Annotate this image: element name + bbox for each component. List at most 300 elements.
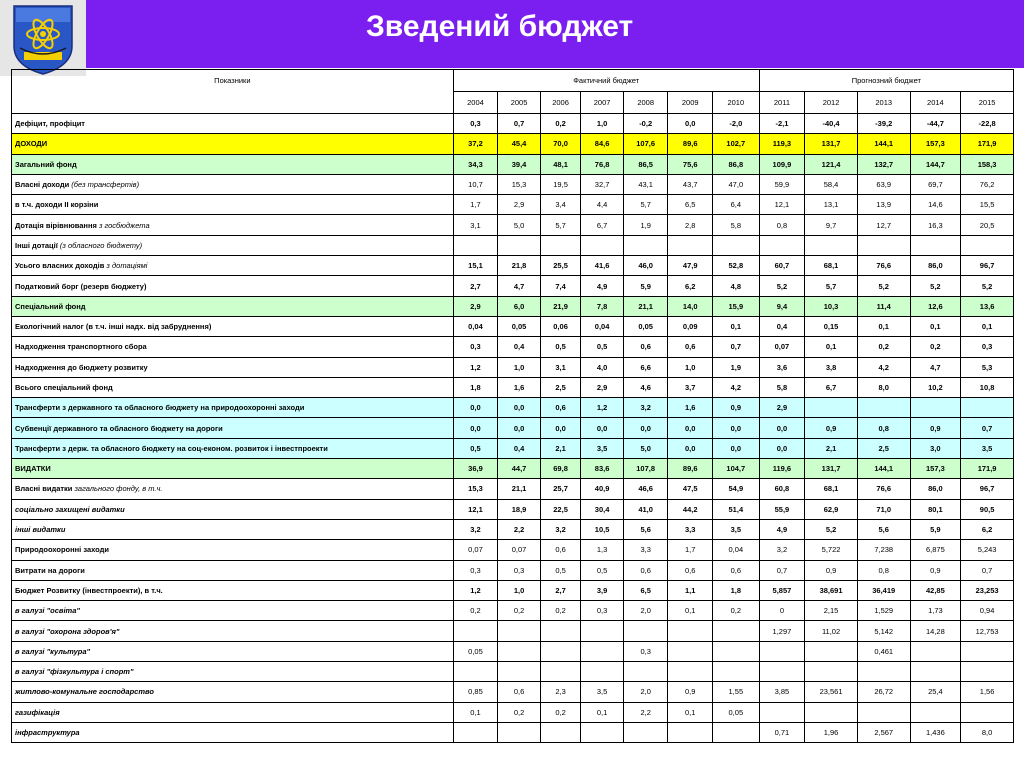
table-cell: 12,1 [453, 499, 498, 519]
table-cell [623, 621, 668, 641]
table-cell: 119,6 [759, 459, 805, 479]
table-cell: 45,4 [498, 134, 541, 154]
table-cell: -22,8 [961, 114, 1014, 134]
table-cell [910, 641, 961, 661]
table-cell: 9,4 [759, 296, 805, 316]
table-cell: 171,9 [961, 134, 1014, 154]
table-cell: 5,0 [498, 215, 541, 235]
row-label-text: Всього спеціальний фонд [15, 383, 113, 392]
table-cell [805, 702, 858, 722]
table-cell: 0 [759, 601, 805, 621]
table-cell: 55,9 [759, 499, 805, 519]
table-cell [498, 641, 541, 661]
table-cell: 52,8 [713, 256, 760, 276]
table-row [12, 499, 1014, 519]
table-cell: 3,0 [910, 438, 961, 458]
table-cell: 14,0 [668, 296, 713, 316]
table-cell: 6,7 [805, 377, 858, 397]
table-cell: 1,1 [668, 580, 713, 600]
row-label-text: житлово-комунальне господарство [15, 687, 154, 697]
row-label [12, 601, 454, 621]
year-header-2007: 2007 [581, 92, 624, 114]
table-cell: 0,5 [581, 337, 624, 357]
table-cell: 2,8 [668, 215, 713, 235]
year-header-2015: 2015 [961, 92, 1014, 114]
year-header-2014: 2014 [910, 92, 961, 114]
table-cell: 2,3 [540, 682, 581, 702]
table-cell: 5,2 [961, 276, 1014, 296]
table-cell: 6,7 [581, 215, 624, 235]
table-cell: 4,2 [857, 357, 910, 377]
table-cell: 3,2 [453, 519, 498, 539]
table-cell: 0,1 [453, 702, 498, 722]
table-cell: 0,2 [540, 114, 581, 134]
table-cell: -0,2 [623, 114, 668, 134]
table-cell: 43,7 [668, 174, 713, 194]
row-label [12, 337, 454, 357]
row-label-text: соціально захищені видатки [15, 504, 125, 514]
table-cell: 86,0 [910, 479, 961, 499]
table-cell: 0,2 [498, 601, 541, 621]
table-cell: 25,5 [540, 256, 581, 276]
table-cell: 0,05 [498, 316, 541, 336]
table-cell: 0,3 [581, 601, 624, 621]
row-label [12, 438, 454, 458]
table-cell: 2,7 [540, 580, 581, 600]
year-header-2011: 2011 [759, 92, 805, 114]
row-label-text: Дотація вірівнювання [15, 220, 97, 230]
table-cell: 59,9 [759, 174, 805, 194]
row-label [12, 316, 454, 336]
table-cell: 0,05 [453, 641, 498, 661]
table-cell: 0,2 [498, 702, 541, 722]
table-cell [668, 722, 713, 742]
row-label [12, 174, 454, 194]
table-cell: 5,142 [857, 621, 910, 641]
table-row [12, 235, 1014, 255]
table-row [12, 540, 1014, 560]
table-cell: 0,3 [453, 114, 498, 134]
table-cell: 36,419 [857, 580, 910, 600]
table-cell: 2,1 [805, 438, 858, 458]
table-cell: 1,2 [453, 357, 498, 377]
table-row [12, 479, 1014, 499]
table-cell [540, 621, 581, 641]
table-cell: 0,2 [540, 702, 581, 722]
table-cell: 3,1 [453, 215, 498, 235]
row-label [12, 621, 454, 641]
table-cell [668, 235, 713, 255]
table-cell: 84,6 [581, 134, 624, 154]
table-cell: 44,2 [668, 499, 713, 519]
table-cell [540, 662, 581, 682]
row-label [12, 580, 454, 600]
table-cell: 102,7 [713, 134, 760, 154]
table-cell [713, 621, 760, 641]
table-cell: 60,8 [759, 479, 805, 499]
table-cell: 2,9 [581, 377, 624, 397]
table-cell: 0,0 [668, 418, 713, 438]
row-label [12, 519, 454, 539]
table-cell [805, 662, 858, 682]
table-cell: 0,5 [581, 560, 624, 580]
table-row [12, 357, 1014, 377]
table-cell: 3,5 [581, 438, 624, 458]
table-cell: 83,6 [581, 459, 624, 479]
row-label-text: Власні видатки [15, 484, 73, 494]
table-cell: 5,2 [910, 276, 961, 296]
table-cell [713, 235, 760, 255]
table-cell: 86,5 [623, 154, 668, 174]
table-cell: 21,1 [498, 479, 541, 499]
table-cell: 6,5 [668, 195, 713, 215]
table-cell: 0,2 [453, 601, 498, 621]
table-row [12, 702, 1014, 722]
table-cell: 0,1 [713, 316, 760, 336]
table-cell: 3,5 [581, 682, 624, 702]
table-cell: 86,0 [910, 256, 961, 276]
table-cell: 5,2 [759, 276, 805, 296]
table-cell: 1,9 [713, 357, 760, 377]
table-cell: 12,6 [910, 296, 961, 316]
emblem-image [0, 0, 86, 76]
table-cell [759, 702, 805, 722]
table-cell: 0,0 [713, 438, 760, 458]
row-label-text: Субвенції державного та обласного бюджету на дороги [15, 423, 223, 433]
table-cell [453, 621, 498, 641]
table-cell [581, 235, 624, 255]
table-cell: 62,9 [805, 499, 858, 519]
row-label-text: Трансферти з державного та обласного бюджету на природоохоронні заходи [15, 403, 305, 413]
table-cell: 60,7 [759, 256, 805, 276]
table-cell: 0,0 [540, 418, 581, 438]
table-cell: 0,7 [498, 114, 541, 134]
table-cell: 0,4 [759, 316, 805, 336]
table-cell: 4,7 [910, 357, 961, 377]
table-row [12, 580, 1014, 600]
table-cell: 0,2 [713, 601, 760, 621]
table-cell [759, 235, 805, 255]
table-cell: 1,6 [498, 377, 541, 397]
row-label [12, 235, 454, 255]
row-label-text: Надходження транспортного сбора [15, 342, 147, 352]
table-cell: 8,0 [961, 722, 1014, 742]
table-cell: 9,7 [805, 215, 858, 235]
table-cell: 10,2 [910, 377, 961, 397]
row-label [12, 418, 454, 438]
table-cell: 58,4 [805, 174, 858, 194]
row-label [12, 195, 454, 215]
row-label-text: Трансферти з держ. та обласного бюджету на соц-економ. розвиток і інвестпроекти [15, 443, 328, 453]
table-row [12, 276, 1014, 296]
table-cell [540, 722, 581, 742]
table-cell: 0,0 [623, 418, 668, 438]
table-cell: 2,1 [540, 438, 581, 458]
table-cell [581, 662, 624, 682]
table-cell: 76,2 [961, 174, 1014, 194]
table-cell: 0,3 [453, 560, 498, 580]
table-cell: 5,3 [961, 357, 1014, 377]
table-cell: 76,8 [581, 154, 624, 174]
table-cell [540, 235, 581, 255]
table-cell: 0,0 [453, 418, 498, 438]
table-cell: 0,7 [961, 418, 1014, 438]
table-cell: 47,5 [668, 479, 713, 499]
table-cell: 107,6 [623, 134, 668, 154]
table-cell: 157,3 [910, 459, 961, 479]
table-cell: 0,9 [805, 418, 858, 438]
table-cell: 0,0 [668, 114, 713, 134]
table-cell: 10,5 [581, 519, 624, 539]
table-cell: 0,15 [805, 316, 858, 336]
table-cell: 0,04 [713, 540, 760, 560]
table-cell: 0,8 [857, 560, 910, 580]
table-cell: 104,7 [713, 459, 760, 479]
table-cell: 12,1 [759, 195, 805, 215]
table-cell [857, 662, 910, 682]
table-cell: 107,8 [623, 459, 668, 479]
row-label [12, 560, 454, 580]
table-row [12, 114, 1014, 134]
table-cell [961, 662, 1014, 682]
table-cell: 0,1 [961, 316, 1014, 336]
table-cell: 0,6 [713, 560, 760, 580]
table-row [12, 722, 1014, 742]
table-cell: 1,73 [910, 601, 961, 621]
table-cell: 3,2 [623, 398, 668, 418]
row-label-text: в галузі "культура" [15, 646, 91, 656]
table-cell: 6,4 [713, 195, 760, 215]
row-label-text: Загальний фонд [15, 159, 77, 169]
table-cell: 11,4 [857, 296, 910, 316]
table-cell: 15,1 [453, 256, 498, 276]
table-cell: 119,3 [759, 134, 805, 154]
table-cell [857, 398, 910, 418]
table-cell: 68,1 [805, 256, 858, 276]
year-header-2010: 2010 [713, 92, 760, 114]
table-cell: 0,7 [759, 560, 805, 580]
row-label-note: (з обласного бюджету) [57, 240, 143, 250]
table-cell: 96,7 [961, 479, 1014, 499]
row-label [12, 479, 454, 499]
table-cell: 1,7 [453, 195, 498, 215]
table-cell: 7,238 [857, 540, 910, 560]
table-cell: -44,7 [910, 114, 961, 134]
year-header-2009: 2009 [668, 92, 713, 114]
city-emblem [0, 0, 86, 76]
table-cell [805, 235, 858, 255]
table-cell: 2,2 [623, 702, 668, 722]
table-cell: 0,0 [498, 398, 541, 418]
table-cell: 48,1 [540, 154, 581, 174]
table-cell: 12,753 [961, 621, 1014, 641]
table-cell: 63,9 [857, 174, 910, 194]
table-cell: 1,529 [857, 601, 910, 621]
row-label [12, 114, 454, 134]
row-label [12, 357, 454, 377]
table-cell: 0,3 [453, 337, 498, 357]
table-cell [453, 235, 498, 255]
table-cell: -2,1 [759, 114, 805, 134]
table-cell: 38,691 [805, 580, 858, 600]
table-cell: 18,9 [498, 499, 541, 519]
row-label [12, 377, 454, 397]
table-cell [668, 662, 713, 682]
table-cell: 5,722 [805, 540, 858, 560]
table-cell: 26,72 [857, 682, 910, 702]
table-cell [498, 662, 541, 682]
table-cell: 0,94 [961, 601, 1014, 621]
row-label-text: Бюджет Розвитку (інвестпроекти), в т.ч. [15, 585, 163, 595]
row-label-text: Надходження до бюджету розвитку [15, 362, 148, 372]
table-cell: 3,85 [759, 682, 805, 702]
table-cell: 0,1 [910, 316, 961, 336]
table-cell: 1,6 [668, 398, 713, 418]
table-cell: 0,5 [540, 560, 581, 580]
table-cell: -40,4 [805, 114, 858, 134]
year-header-2005: 2005 [498, 92, 541, 114]
year-header-2013: 2013 [857, 92, 910, 114]
year-header-2004: 2004 [453, 92, 498, 114]
table-cell: 12,7 [857, 215, 910, 235]
table-cell: 0,07 [759, 337, 805, 357]
row-label-text: газифікація [15, 707, 60, 717]
table-row [12, 641, 1014, 661]
table-cell: 1,0 [498, 357, 541, 377]
table-cell: 6,0 [498, 296, 541, 316]
table-cell [805, 641, 858, 661]
row-label [12, 459, 454, 479]
table-cell: 0,6 [498, 682, 541, 702]
table-cell: 69,7 [910, 174, 961, 194]
page-title: Зведений бюджет [366, 10, 634, 43]
table-cell: 14,6 [910, 195, 961, 215]
table-cell: 21,8 [498, 256, 541, 276]
table-cell: 3,2 [540, 519, 581, 539]
table-cell: 42,85 [910, 580, 961, 600]
table-cell: 1,297 [759, 621, 805, 641]
table-cell: 5,7 [805, 276, 858, 296]
row-label-text: в галузі "освіта" [15, 606, 80, 616]
table-cell: 0,06 [540, 316, 581, 336]
row-label-text: в т.ч. доходи ІІ корзіни [15, 200, 99, 210]
table-cell: 7,4 [540, 276, 581, 296]
table-row [12, 560, 1014, 580]
table-cell: 68,1 [805, 479, 858, 499]
table-cell: 0,9 [713, 398, 760, 418]
table-cell: 15,5 [961, 195, 1014, 215]
table-cell: 1,9 [623, 215, 668, 235]
table-cell: 0,8 [759, 215, 805, 235]
table-cell: -2,0 [713, 114, 760, 134]
table-cell [453, 662, 498, 682]
table-cell: 75,6 [668, 154, 713, 174]
table-cell: 5,9 [910, 519, 961, 539]
page-header [0, 0, 1024, 68]
table-cell: 69,8 [540, 459, 581, 479]
table-cell: 1,96 [805, 722, 858, 742]
table-cell: 3,7 [668, 377, 713, 397]
table-cell: 16,3 [910, 215, 961, 235]
table-row [12, 621, 1014, 641]
table-row [12, 337, 1014, 357]
table-cell: 41,0 [623, 499, 668, 519]
table-cell [961, 235, 1014, 255]
row-label [12, 682, 454, 702]
table-cell: 37,2 [453, 134, 498, 154]
table-cell [713, 722, 760, 742]
table-cell: 47,0 [713, 174, 760, 194]
table-cell: 54,9 [713, 479, 760, 499]
table-cell [713, 662, 760, 682]
table-cell: 34,3 [453, 154, 498, 174]
row-label-text: Податковий борг (резерв бюджету) [15, 281, 147, 291]
table-cell: 1,0 [581, 114, 624, 134]
table-row [12, 682, 1014, 702]
table-cell: 144,1 [857, 459, 910, 479]
table-cell [759, 662, 805, 682]
row-label [12, 276, 454, 296]
table-cell: 76,6 [857, 479, 910, 499]
table-cell: 86,8 [713, 154, 760, 174]
table-cell [453, 722, 498, 742]
table-cell: 109,9 [759, 154, 805, 174]
table-cell: 144,7 [910, 154, 961, 174]
row-label [12, 722, 454, 742]
table-cell: 6,875 [910, 540, 961, 560]
row-label-text: інші видатки [15, 525, 66, 535]
table-row [12, 316, 1014, 336]
table-row [12, 134, 1014, 154]
table-cell: 0,0 [453, 398, 498, 418]
table-cell: 15,3 [453, 479, 498, 499]
table-cell: 0,4 [498, 337, 541, 357]
table-cell: 5,2 [805, 519, 858, 539]
table-cell: 21,9 [540, 296, 581, 316]
table-cell: 0,07 [453, 540, 498, 560]
table-cell: 0,3 [498, 560, 541, 580]
table-cell: 30,4 [581, 499, 624, 519]
table-cell: 76,6 [857, 256, 910, 276]
table-cell: 0,6 [623, 337, 668, 357]
table-cell: 4,8 [713, 276, 760, 296]
table-cell: 3,3 [623, 540, 668, 560]
table-cell: 0,04 [453, 316, 498, 336]
table-cell: 0,4 [498, 438, 541, 458]
table-cell: 6,2 [668, 276, 713, 296]
row-label-text: Дефіцит, профіцит [15, 119, 85, 129]
table-cell: 0,6 [668, 560, 713, 580]
table-cell [623, 662, 668, 682]
table-cell: 96,7 [961, 256, 1014, 276]
table-cell: 15,3 [498, 174, 541, 194]
table-cell [498, 235, 541, 255]
table-cell: 1,8 [713, 580, 760, 600]
table-cell [668, 641, 713, 661]
table-cell: 1,3 [581, 540, 624, 560]
table-cell [498, 621, 541, 641]
table-cell: 1,0 [668, 357, 713, 377]
table-cell: 2,5 [857, 438, 910, 458]
table-cell: 46,0 [623, 256, 668, 276]
table-row [12, 459, 1014, 479]
table-cell: 89,6 [668, 134, 713, 154]
table-cell: 1,0 [498, 580, 541, 600]
table-cell: 10,7 [453, 174, 498, 194]
row-label [12, 702, 454, 722]
table-cell: 0,1 [805, 337, 858, 357]
table-cell: 0,6 [540, 540, 581, 560]
